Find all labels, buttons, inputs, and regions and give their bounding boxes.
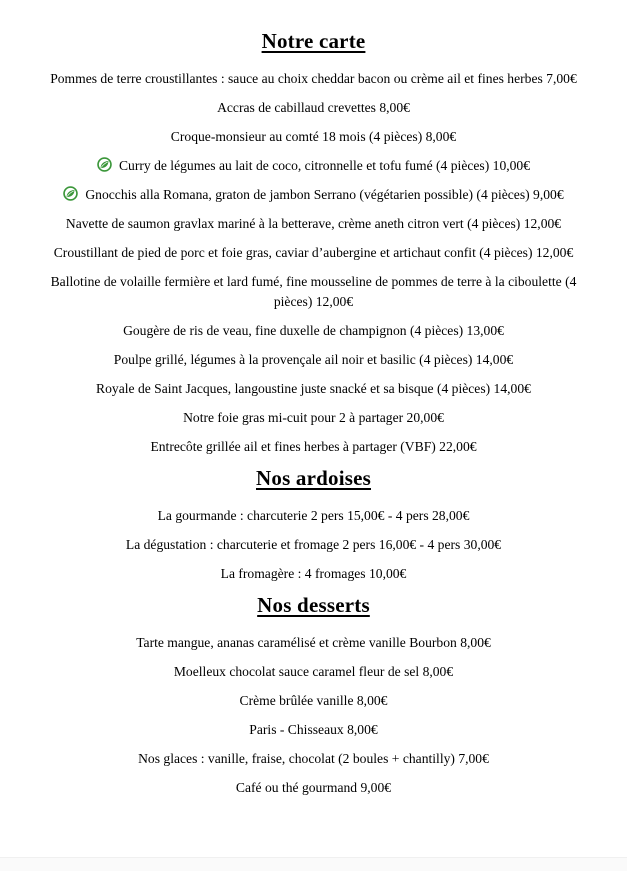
menu-item xyxy=(39,535,588,555)
menu-item-text: Gnocchis alla Romana, graton de jambon Serrano (végétarien possible) (4 pièces) 9,00€ xyxy=(85,187,564,202)
menu-item xyxy=(39,69,588,89)
menu-item xyxy=(39,778,588,798)
menu-item-text: La gourmande : charcuterie 2 pers 15,00€ - 4 pers 28,00€ xyxy=(157,508,470,523)
menu-item xyxy=(39,127,588,147)
vegetarian-leaf-icon xyxy=(97,157,112,172)
menu-item-text: Paris - Chisseaux 8,00€ xyxy=(249,722,378,737)
menu-item xyxy=(39,633,588,653)
section-title: Nos desserts xyxy=(257,593,370,617)
menu-item xyxy=(39,98,588,118)
menu-item-text: Croustillant de pied de porc et foie gras, caviar d’aubergine et artichaut confit (4 pièces) 12,00€ xyxy=(53,245,574,260)
menu-item-text: Ballotine de volaille fermière et lard fumé, fine mousseline de pommes de terre à la ciboulette (4 pièces) 12,00€ xyxy=(50,274,577,309)
menu-item xyxy=(39,720,588,740)
menu-item xyxy=(39,437,588,457)
menu-item xyxy=(39,156,588,176)
menu-item-text: Gougère de ris de veau, fine duxelle de champignon (4 pièces) 13,00€ xyxy=(123,323,504,338)
menu-item-text: Crème brûlée vanille 8,00€ xyxy=(239,693,388,708)
menu-item-text: Café ou thé gourmand 9,00€ xyxy=(235,780,392,795)
menu-item xyxy=(39,662,588,682)
menu-item-text: Curry de légumes au lait de coco, citronnelle et tofu fumé (4 pièces) 10,00€ xyxy=(118,158,531,173)
menu-item-text: Notre foie gras mi-cuit pour 2 à partager 20,00€ xyxy=(183,410,444,425)
menu-item-text: Navette de saumon gravlax mariné à la betterave, crème aneth citron vert (4 pièces) 12,00€ xyxy=(65,216,562,231)
menu-item-text: La dégustation : charcuterie et fromage 2 pers 16,00€ - 4 pers 30,00€ xyxy=(125,537,502,552)
menu-item xyxy=(39,564,588,584)
menu-item-text: Entrecôte grillée ail et fines herbes à partager (VBF) 22,00€ xyxy=(150,439,477,454)
section-title: Nos ardoises xyxy=(256,466,371,490)
menu-item-text: Tarte mangue, ananas caramélisé et crème vanille Bourbon 8,00€ xyxy=(136,635,491,650)
menu-item xyxy=(39,214,588,234)
menu-item-text: La fromagère : 4 fromages 10,00€ xyxy=(220,566,407,581)
vegetarian-leaf-icon xyxy=(63,186,78,201)
menu-item xyxy=(39,243,588,263)
menu-item xyxy=(39,506,588,526)
menu-item-text: Pommes de terre croustillantes : sauce au choix cheddar bacon ou crème ail et fines herbes 7,00€ xyxy=(50,71,577,86)
menu-item xyxy=(39,272,588,312)
menu-item xyxy=(39,185,588,205)
menu-item xyxy=(39,379,588,399)
menu-item-text: Poulpe grillé, légumes à la provençale ail noir et basilic (4 pièces) 14,00€ xyxy=(113,352,514,367)
page-bottom-edge xyxy=(0,857,627,871)
menu-item-text: Accras de cabillaud crevettes 8,00€ xyxy=(217,100,410,115)
menu-item-text: Moelleux chocolat sauce caramel fleur de sel 8,00€ xyxy=(173,664,454,679)
menu-item xyxy=(39,749,588,769)
menu-item-text: Croque-monsieur au comté 18 mois (4 pièces) 8,00€ xyxy=(170,129,457,144)
section-title: Notre carte xyxy=(261,29,366,53)
menu-item-text: Royale de Saint Jacques, langoustine juste snacké et sa bisque (4 pièces) 14,00€ xyxy=(96,381,531,396)
menu-item xyxy=(39,408,588,428)
menu-item xyxy=(39,321,588,341)
menu-item xyxy=(39,691,588,711)
menu-item-text: Nos glaces : vanille, fraise, chocolat (2 boules + chantilly) 7,00€ xyxy=(138,751,489,766)
menu-item xyxy=(39,350,588,370)
